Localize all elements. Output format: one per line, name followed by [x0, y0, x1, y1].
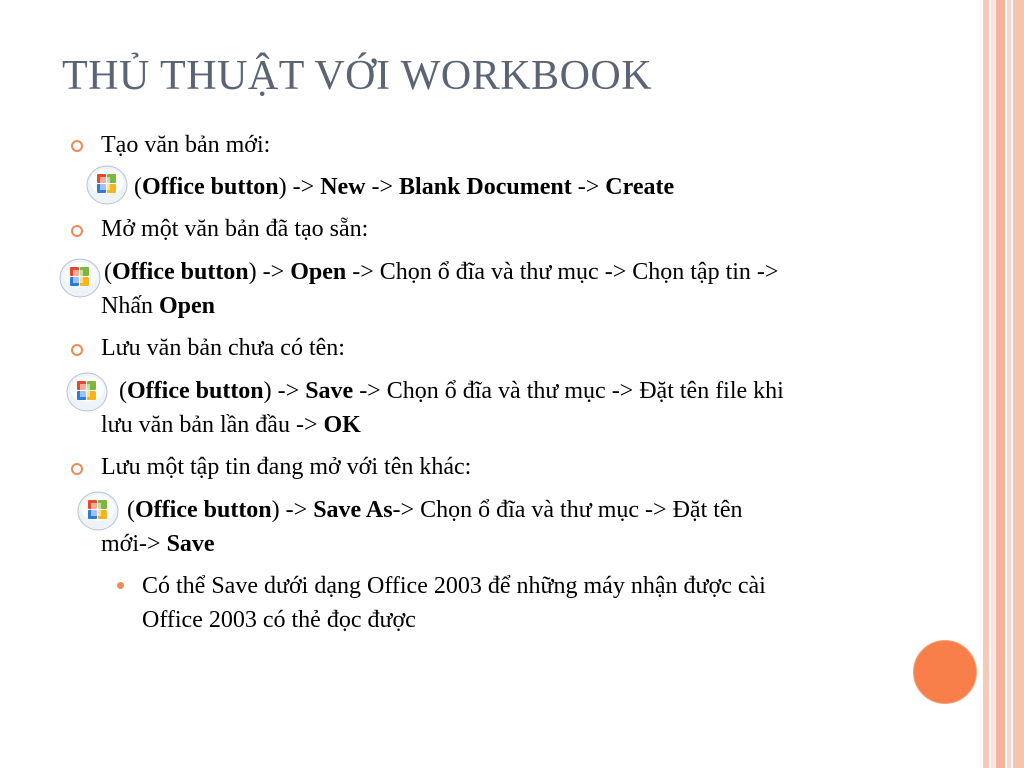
text-run: Nhấn — [101, 293, 159, 319]
instruction-open-document — [104, 255, 778, 289]
heading-save-as: Lưu một tập tin đang mở với tên khác: — [101, 454, 472, 480]
instruction-open-document-line2 — [101, 289, 215, 323]
office-button-label: Office button — [112, 259, 249, 285]
heading-save-document: Lưu văn bản chưa có tên: — [101, 335, 345, 361]
text-run: ) -> — [248, 259, 291, 285]
instruction-new-document — [134, 170, 674, 204]
office-button-label: Office button — [135, 497, 272, 523]
text-run: -> Chọn ổ đĩa và thư mục -> Đặt tên file khi — [353, 378, 784, 404]
text-run: lưu văn bản lần đầu -> — [101, 412, 324, 438]
text-run: ( — [119, 378, 127, 404]
text-run: ( — [127, 497, 135, 523]
text-run: ) -> — [271, 497, 314, 523]
heading-new-document: Tạo văn bản mới: — [101, 132, 271, 158]
decor-stripe — [1013, 0, 1024, 768]
bullet-icon — [71, 344, 83, 356]
instruction-save-as — [127, 493, 743, 527]
decorative-circle — [913, 640, 977, 704]
command-blank-document: Blank Document — [399, 174, 572, 200]
text-run: ( — [134, 174, 142, 200]
bullet-icon — [71, 225, 83, 237]
command-open: Open — [290, 259, 347, 285]
office-button-icon — [66, 372, 108, 412]
office-button-label: Office button — [127, 378, 264, 404]
decor-stripe — [991, 0, 995, 768]
bullet-icon — [71, 140, 83, 152]
command-create: Create — [605, 174, 675, 200]
command-new: New — [320, 174, 366, 200]
text-run: ( — [104, 259, 112, 285]
text-run: ) -> — [263, 378, 306, 404]
instruction-save-document-line2 — [101, 408, 361, 442]
command-save-as: Save As — [313, 497, 393, 523]
heading-open-document: Mở một văn bản đã tạo sẵn: — [101, 216, 369, 242]
note-line2: Office 2003 có thẻ đọc được — [142, 607, 416, 633]
office-button-icon — [77, 491, 119, 531]
text-run: mới-> — [101, 531, 167, 557]
decor-stripe — [1007, 0, 1011, 768]
office-button-icon — [86, 165, 128, 205]
decor-stripe — [983, 0, 989, 768]
command-open: Open — [158, 293, 215, 319]
office-button-icon — [59, 258, 101, 298]
command-save: Save — [305, 378, 354, 404]
text-run: -> Chọn ổ đĩa và thư mục -> Chọn tập tin -> — [346, 259, 779, 285]
text-run: -> — [571, 174, 606, 200]
decor-stripe — [996, 0, 1005, 768]
instruction-save-as-line2 — [101, 527, 215, 561]
command-save: Save — [166, 531, 215, 557]
instruction-save-document — [119, 374, 784, 408]
office-button-label: Office button — [142, 174, 279, 200]
bullet-icon — [71, 463, 83, 475]
note-line1: Có thể Save dưới dạng Office 2003 để những máy nhận được cài — [142, 573, 766, 599]
text-run: -> Chọn ổ đĩa và thư mục -> Đặt tên — [392, 497, 743, 523]
sub-bullet-icon — [117, 582, 124, 589]
command-ok: OK — [323, 412, 361, 438]
text-run: ) -> — [278, 174, 321, 200]
text-run: -> — [365, 174, 400, 200]
slide-title: THỦ THUẬT VỚI WORKBOOK — [62, 53, 653, 99]
